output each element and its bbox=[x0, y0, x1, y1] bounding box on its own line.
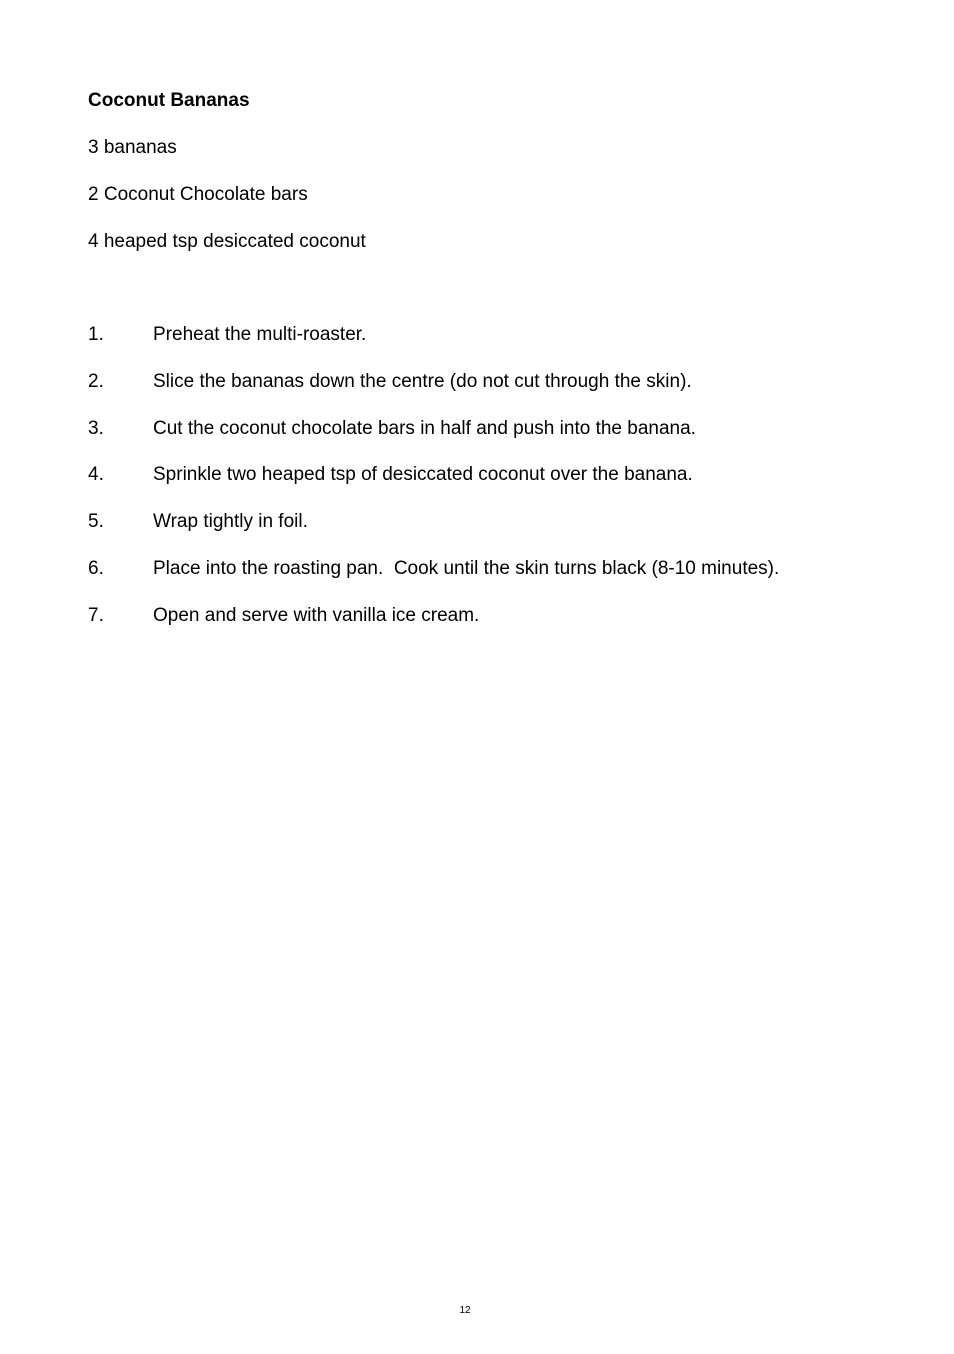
step-text: Place into the roasting pan. Cook until the skin turns black (8-10 minutes). bbox=[153, 557, 780, 579]
recipe-title: Coconut Bananas bbox=[88, 90, 250, 111]
recipe-content bbox=[88, 88, 888, 626]
step-number: 3. bbox=[88, 417, 104, 439]
method-steps-list bbox=[88, 322, 888, 650]
ingredients-list bbox=[88, 135, 888, 255]
step-text: Wrap tightly in foil. bbox=[153, 511, 308, 533]
step-item bbox=[88, 322, 888, 348]
step-item bbox=[88, 509, 888, 535]
step-text: Preheat the multi-roaster. bbox=[153, 324, 367, 345]
step-number: 2. bbox=[88, 370, 104, 392]
step-number: 7. bbox=[88, 604, 104, 626]
ingredient-item: 4 heaped tsp desiccated coconut bbox=[88, 231, 366, 252]
step-item bbox=[88, 603, 888, 629]
step-text: Open and serve with vanilla ice cream. bbox=[153, 604, 480, 626]
step-item bbox=[88, 369, 888, 395]
ingredient-item: 3 bananas bbox=[88, 137, 177, 158]
step-number: 4. bbox=[88, 464, 104, 486]
ingredient-item: 2 Coconut Chocolate bars bbox=[88, 184, 308, 205]
step-item bbox=[88, 416, 888, 442]
step-item bbox=[88, 556, 888, 582]
step-item bbox=[88, 462, 888, 488]
step-text: Cut the coconut chocolate bars in half and push into the banana. bbox=[153, 417, 696, 439]
page-number: 12 bbox=[459, 1305, 471, 1316]
step-number: 1. bbox=[88, 324, 104, 345]
step-number: 6. bbox=[88, 557, 104, 579]
step-text: Sprinkle two heaped tsp of desiccated coconut over the banana. bbox=[153, 464, 693, 486]
step-number: 5. bbox=[88, 511, 104, 533]
step-text: Slice the bananas down the centre (do not cut through the skin). bbox=[153, 370, 692, 392]
